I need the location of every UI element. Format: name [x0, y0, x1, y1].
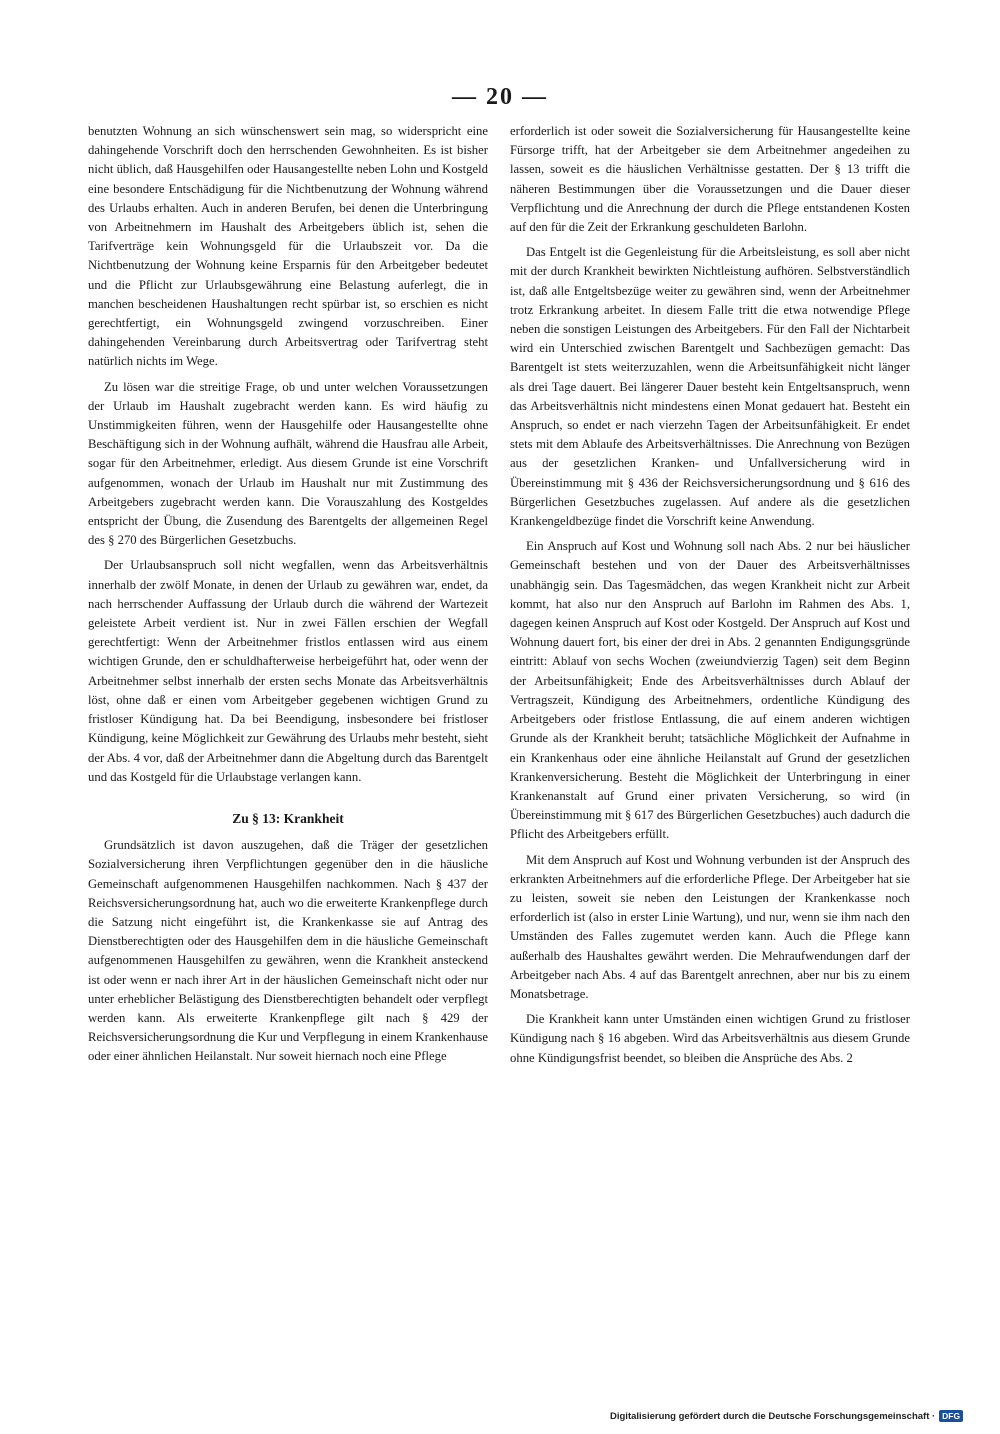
footer-credit-text: Digitalisierung gefördert durch die Deutsche Forschungsgemeinschaft ·: [610, 1410, 936, 1422]
page-number: — 20 —: [452, 84, 548, 110]
right-paragraph-1: erforderlich ist oder soweit die Sozialversicherung für Hausangestellte keine Fürsorge trifft, hat der Arbeitgeber sie dem Arbeitnehmer angedeihen zu lassen, soweit es die häuslichen Verhältnisse gestatten. Der § 13 trifft die näheren Bestimmungen über die Voraussetzungen und die Dauer dieser Verpflichtung und die Anrechnung der durch die Pflege entstandenen Kosten auf den für die Zeit der Erkrankung geschuldeten Barlohn.: [510, 124, 910, 235]
left-paragraph-2: Zu lösen war die streitige Frage, ob und unter welchen Voraussetzungen der Urlaub im Haushalt zugebracht werden kann. Es wird häufig zu Unstimmigkeiten führen, wenn der Hausgehilfe oder Hausangestellte ohne Beschäftigung sich in der Wohnung aufhält, während die Hausfrau alle Arbeit, sogar für den Arbeitnehmer, erledigt. Aus diesem Grunde ist eine Vorschrift aufgenommen, wonach der Urlaub im Haushalt nur mit Zustimmung des Arbeitgebers zugebracht werden kann. Die Vorauszahlung des Kostgeldes entspricht der Übung, die Zusendung des Barentgelts der allgemeinen Regel des § 270 des Bürgerlichen Gesetzbuchs.: [88, 379, 488, 548]
left-paragraph-4: Grundsätzlich ist davon auszugehen, daß die Träger der gesetzlichen Sozialversicherung ihren Verpflichtungen gegenüber den in die häusliche Gemeinschaft aufgenommenen Hausgehilfen nachkommen. Nach § 437 der Reichsversicherungsordnung hat, auch wo die erweiterte Krankenpflege durch die Satzung nicht eingeführt ist, die Krankenkasse sie auf Antrag des Dienstberechtigten oder des Hausgehilfen dem in die häusliche Gemeinschaft aufgenommenen Hausgehilfen zu gewähren, wenn die Krankheit ansteckend ist oder wenn er nach ihrer Art in der häuslichen Gemeinschaft nicht oder nur unter erheblicher Belästigung des Dienstberechtigten behandelt oder verpflegt werden kann. Als erweiterte Krankenpflege gilt nach § 429 der Reichsversicherungsordnung die Kur und Verpflegung in einem Krankenhause oder einer ähnlichen Heilanstalt. Nur soweit hiernach noch eine Pflege: [88, 838, 488, 1064]
left-column: [88, 122, 488, 1073]
right-paragraph-3: Ein Anspruch auf Kost und Wohnung soll nach Abs. 2 nur bei häuslicher Gemeinschaft bestehen und von der Dauer des Arbeitsverhältnisses unabhängig sein. Das Tagesmädchen, das wegen Krankheit nicht zur Arbeit kommt, hat also nur den Anspruch auf Barlohn im Rahmen des Abs. 1, dagegen keinen Anspruch auf Kost oder Kostgeld. Der Anspruch auf Kost und Wohnung dauert fort, bis einer der drei in Abs. 2 genannten Endigungsgründe eintritt: Ablauf von sechs Wochen (zweiundvierzig Tagen) seit dem Beginn der Arbeitsunfähigkeit; Ende des Arbeitsverhältnisses durch Ablauf der Vertragszeit, Kündigung des Arbeitnehmers, ordentliche Kündigung des Arbeitgebers oder fristlose Entlassung, die auf einem anderen wichtigen Grunde als der Krankheit beruht; tatsächliche Möglichkeit der Aufnahme in ein Krankenhaus oder eine ähnliche Heilanstalt auf Grund der gesetzlichen Krankenversicherung. Besteht die Möglichkeit der Unterbringung in einer Krankenanstalt auf Grund einer privaten Versicherung, so wird (in Übereinstimmung mit § 617 des Bürgerlichen Gesetzbuches) auch dadurch die Pflicht des Arbeitgebers erfüllt.: [510, 539, 910, 842]
right-paragraph-2: Das Entgelt ist die Gegenleistung für die Arbeitsleistung, es soll aber nicht mit der durch Krankheit bewirkten Nichtleistung aufhören. Selbstverständlich ist, daß alle Entgeltsbezüge weiter zu gewähren sind, wenn der Arbeitnehmer trotz Erkrankung arbeitet. In diesem Falle tritt die etwa notwendige Pflege neben die sonstigen Leistungen des Arbeitgebers. Für den Fall der Nichtarbeit wird ein Unterschied zwischen Barentgelt und Sachbezügen gemacht: Das Barentgelt ist stets weiterzuzahlen, wenn die Arbeitsunfähigkeit nicht länger als drei Tage dauert. Bei längerer Dauer besteht kein Entgeltsanspruch, wenn das Arbeitsverhältnis nicht mindestens einen Monat gedauert hat. Besteht ein Anspruch, so endet er nach vierzehn Tagen der Arbeitsunfähigkeit. Er endet stets mit dem Ablaufe des Arbeitsverhältnisses. Die Anrechnung von Bezügen aus der gesetzlichen Kranken- und Unfallversicherung wird in Übereinstimmung mit § 436 der Reichsversicherungsordnung und § 616 des Bürgerlichen Gesetzbuches zugelassen. Auf andere als die gesetzlichen Krankengeldbezüge findet die Vorschrift keine Anwendung.: [510, 245, 910, 529]
dfg-logo-icon: DFG: [939, 1410, 963, 1422]
left-paragraph-3: Der Urlaubsanspruch soll nicht wegfallen, wenn das Arbeitsverhältnis innerhalb der zwölf Monate, in denen der Urlaub zu gewähren war, endet, da nach herrschender Auffassung der Urlaub durch die während der Wartezeit geleistete Arbeit verdient ist. Nur in zwei Fällen erschien der Wegfall gerechtfertigt: Wenn der Arbeitnehmer fristlos entlassen wird aus einem wichtigen Grunde, den er schuldhafterweise herbeigeführt hat, oder wenn der Arbeitnehmer selbst innerhalb der ersten sechs Monate das Arbeitsverhältnis löst, ohne daß er einen vom Arbeitgeber gegebenen wichtigen Grund zu fristloser Kündigung hat. Da bei Beendigung, insbesondere bei fristloser Kündigung, keine Möglichkeit zur Gewährung des Urlaubs mehr besteht, sieht der Abs. 4 vor, daß der Arbeitnehmer dann die Abgeltung durch das Barentgelt und das Kostgeld für die Urlaubstage verlangen kann.: [88, 558, 488, 784]
left-paragraph-1: benutzten Wohnung an sich wünschenswert sein mag, so widerspricht eine dahingehende Vorschrift doch den herrschenden Gewohnheiten. Es ist bisher nicht üblich, daß Hausgehilfen oder Hausangestellte neben Lohn und Kostgeld eine besondere Entschädigung für die Nichtbenutzung der Wohnung während des Urlaubs erhalten. Auch in anderen Berufen, bei denen die Unterbringung von Arbeitnehmern im Haushalt des Arbeitgebers üblich ist, sehen die Tarifverträge kein Wohnungsgeld für die Urlaubszeit vor. Da die Nichtbenutzung der Wohnung keine Ersparnis für den Arbeitgeber bedeutet und die Pflicht zur Urlaubsgewährung eine Belastung auferlegt, die in manchen bescheidenen Haushaltungen recht spürbar ist, so erschien es nicht gerechtfertigt, ein Wohnungsgeld zwingend vorzuschreiben. Einer dahingehenden Vereinbarung durch Arbeitsvertrag oder Tarifvertrag steht natürlich nichts im Wege.: [88, 124, 488, 369]
right-paragraph-4: Mit dem Anspruch auf Kost und Wohnung verbunden ist der Anspruch des erkrankten Arbeitnehmers auf die erforderliche Pflege. Der Arbeitgeber hat sie zu leisten, soweit sie neben den Leistungen der Krankenkasse noch erforderlich ist (also in erster Linie Wartung), und nur, wenn sie ihm nach den Umständen des Falles zugemutet werden kann. Auch die Pflege kann außerhalb des Haushaltes gewährt werden. Die Mehraufwendungen darf der Arbeitgeber nach Abs. 4 auf das Barentgelt anrechnen, aber nur bis zu einem Monatsbetrage.: [510, 852, 910, 1001]
digitization-footer: [610, 1410, 963, 1422]
section-heading: Zu § 13: Krankheit: [232, 810, 344, 826]
right-column: [510, 122, 910, 1074]
right-paragraph-5: Die Krankheit kann unter Umständen einen wichtigen Grund zu fristloser Kündigung nach § 16 abgeben. Wird das Arbeitsverhältnis aus diesem Grunde ohne Kündigungsfrist beendet, so bleiben die Ansprüche des Abs. 2: [510, 1012, 910, 1065]
